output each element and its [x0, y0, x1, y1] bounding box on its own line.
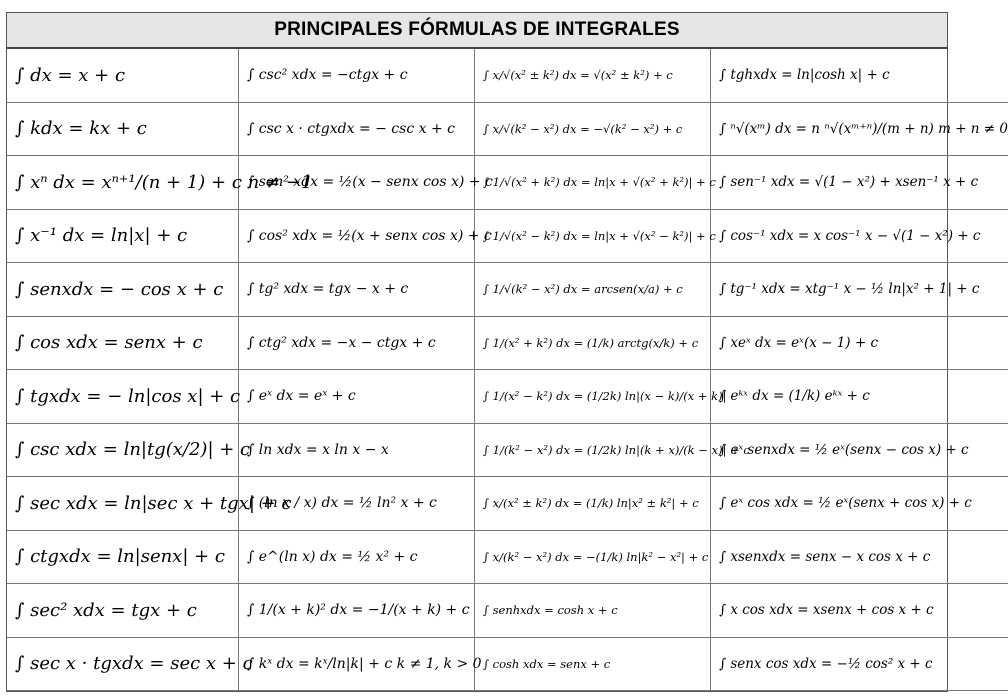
formula-cell: ∫ eᵏˣ dx = (1/k) eᵏˣ + c: [711, 370, 1008, 424]
formula-cell: ∫ eˣ cos xdx = ½ eˣ(senx + cos x) + c: [711, 477, 1008, 531]
formula-cell: ∫ senhxdx = cosh x + c: [475, 584, 711, 638]
formula-cell: ∫ x/(x² ± k²) dx = (1/k) ln|x² ± k²| + c: [475, 477, 711, 531]
formula-cell: ∫ cos xdx = senx + c: [7, 317, 239, 371]
formula-cell: ∫ senx cos xdx = −½ cos² x + c: [711, 638, 1008, 692]
formula-cell: ∫ x/√(k² − x²) dx = −√(k² − x²) + c: [475, 103, 711, 157]
formula-cell: ∫ xeˣ dx = eˣ(x − 1) + c: [711, 317, 1008, 371]
formula-cell: ∫ eˣ dx = eˣ + c: [239, 370, 475, 424]
formula-grid: [7, 49, 1008, 691]
formula-cell: ∫ sen⁻¹ xdx = √(1 − x²) + xsen⁻¹ x + c: [711, 156, 1008, 210]
sheet-title: PRINCIPALES FÓRMULAS DE INTEGRALES: [7, 13, 947, 49]
formula-cell: ∫ ctgxdx = ln|senx| + c: [7, 531, 239, 585]
formula-cell: ∫ dx = x + c: [7, 49, 239, 103]
formula-cell: ∫ tg² xdx = tgx − x + c: [239, 263, 475, 317]
formula-cell: ∫ 1/√(x² − k²) dx = ln|x + √(x² − k²)| + c: [475, 210, 711, 264]
formula-cell: ∫ sec xdx = ln|sec x + tgx| + c: [7, 477, 239, 531]
formula-cell: ∫ e^(ln x) dx = ½ x² + c: [239, 531, 475, 585]
formula-cell: ∫ x⁻¹ dx = ln|x| + c: [7, 210, 239, 264]
formula-cell: ∫ x/(k² − x²) dx = −(1/k) ln|k² − x²| + c: [475, 531, 711, 585]
formula-cell: ∫ sec² xdx = tgx + c: [7, 584, 239, 638]
formula-cell: ∫ (ln x / x) dx = ½ ln² x + c: [239, 477, 475, 531]
formula-cell: ∫ cos⁻¹ xdx = x cos⁻¹ x − √(1 − x²) + c: [711, 210, 1008, 264]
formula-cell: ∫ sec x · tgxdx = sec x + c: [7, 638, 239, 692]
formula-cell: ∫ kˣ dx = kˣ/ln|k| + c k ≠ 1, k > 0: [239, 638, 475, 692]
formula-cell: ∫ cos² xdx = ½(x + senx cos x) + c: [239, 210, 475, 264]
formula-sheet: [6, 12, 1008, 692]
formula-cell: ∫ 1/(x² + k²) dx = (1/k) arctg(x/k) + c: [475, 317, 711, 371]
formula-cell: ∫ csc x · ctgxdx = − csc x + c: [239, 103, 475, 157]
formula-cell: ∫ x cos xdx = xsenx + cos x + c: [711, 584, 1008, 638]
formula-cell: ∫ ⁿ√(xᵐ) dx = n ⁿ√(xᵐ⁺ⁿ)/(m + n) m + n ≠ 0: [711, 103, 1008, 157]
formula-cell: ∫ tghxdx = ln|cosh x| + c: [711, 49, 1008, 103]
formula-cell: ∫ ln xdx = x ln x − x: [239, 424, 475, 478]
formula-cell: ∫ cosh xdx = senx + c: [475, 638, 711, 692]
formula-cell: ∫ kdx = kx + c: [7, 103, 239, 157]
formula-cell: ∫ xsenxdx = senx − x cos x + c: [711, 531, 1008, 585]
formula-cell: ∫ senxdx = − cos x + c: [7, 263, 239, 317]
formula-cell: ∫ eˣ senxdx = ½ eˣ(senx − cos x) + c: [711, 424, 1008, 478]
formula-cell: ∫ tgxdx = − ln|cos x| + c: [7, 370, 239, 424]
formula-cell: ∫ 1/(x² − k²) dx = (1/2k) ln|(x − k)/(x + k)|: [475, 370, 711, 424]
formula-cell: ∫ 1/(x + k)² dx = −1/(x + k) + c: [239, 584, 475, 638]
formula-cell: ∫ csc xdx = ln|tg(x/2)| + c: [7, 424, 239, 478]
formula-cell: ∫ 1/√(x² + k²) dx = ln|x + √(x² + k²)| + c: [475, 156, 711, 210]
formula-cell: ∫ sen² xdx = ½(x − senx cos x) + c: [239, 156, 475, 210]
formula-cell: ∫ csc² xdx = −ctgx + c: [239, 49, 475, 103]
formula-cell: ∫ x/√(x² ± k²) dx = √(x² ± k²) + c: [475, 49, 711, 103]
formula-cell: ∫ tg⁻¹ xdx = xtg⁻¹ x − ½ ln|x² + 1| + c: [711, 263, 1008, 317]
formula-cell: ∫ ctg² xdx = −x − ctgx + c: [239, 317, 475, 371]
formula-cell: ∫ xⁿ dx = xⁿ⁺¹/(n + 1) + c n ≠ −1: [7, 156, 239, 210]
formula-cell: ∫ 1/(k² − x²) dx = (1/2k) ln|(k + x)/(k − x)| + c: [475, 424, 711, 478]
formula-cell: ∫ 1/√(k² − x²) dx = arcsen(x/a) + c: [475, 263, 711, 317]
